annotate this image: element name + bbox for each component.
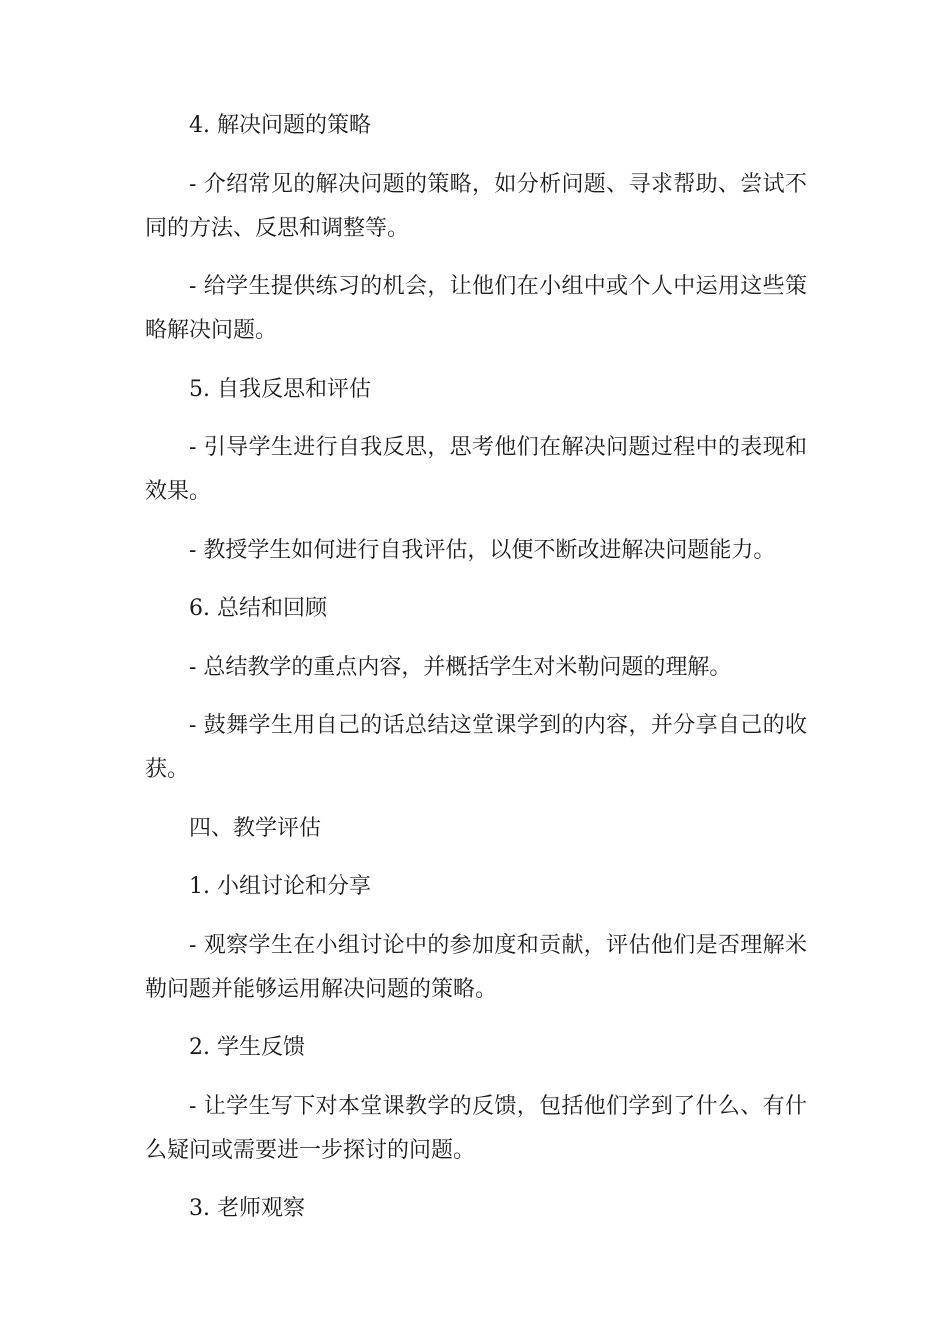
section-heading-evaluation: 四、教学评估: [189, 815, 322, 841]
heading-strategies: 4. 解决问题的策略: [189, 113, 371, 138]
heading-summary: 6. 总结和回顾: [189, 596, 327, 621]
paragraph: - 教授学生如何进行自我评估，以便不断改进解决问题能力。: [189, 537, 776, 563]
paragraph: - 鼓舞学生用自己的话总结这堂课学到的内容，并分享自己的收获。: [145, 713, 807, 782]
heading-student-feedback: 2. 学生反馈: [189, 1035, 305, 1060]
heading-group-discussion: 1. 小组讨论和分享: [189, 874, 371, 899]
paragraph: - 引导学生进行自我反思，思考他们在解决问题过程中的表现和效果。: [145, 435, 807, 504]
paragraph: - 给学生提供练习的机会，让他们在小组中或个人中运用这些策略解决问题。: [145, 274, 807, 343]
paragraph: - 总结教学的重点内容，并概括学生对米勒问题的理解。: [189, 654, 732, 680]
heading-teacher-observation: 3. 老师观察: [189, 1196, 305, 1221]
heading-self-reflection: 5. 自我反思和评估: [189, 376, 371, 402]
paragraph: - 观察学生在小组讨论中的参加度和贡献，评估他们是否理解米勒问题并能够运用解决问题的策略。: [145, 932, 807, 1002]
paragraph: - 让学生写下对本堂课教学的反馈，包括他们学到了什么、有什么疑问或需要进一步探讨的问题。: [145, 1093, 807, 1163]
document-body: [145, 104, 807, 1246]
paragraph: - 介绍常见的解决问题的策略，如分析问题、寻求帮助、尝试不同的方法、反思和调整等。: [145, 171, 807, 241]
